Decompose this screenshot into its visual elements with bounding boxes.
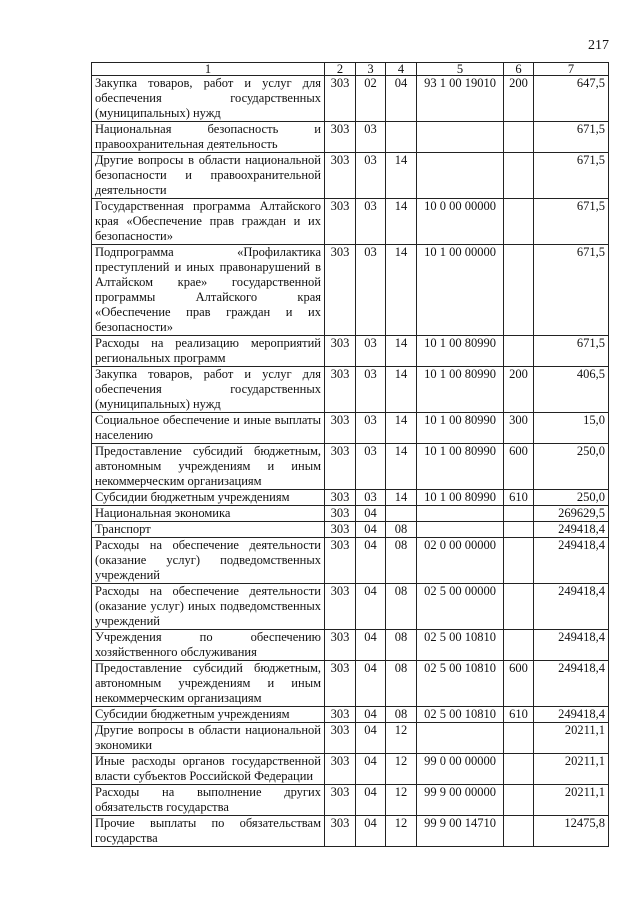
- code-2-cell: 303: [325, 245, 356, 336]
- code-4-cell: 12: [386, 754, 417, 785]
- code-2-cell: 303: [325, 506, 356, 522]
- amount-cell: 249418,4: [534, 630, 609, 661]
- page-number: 217: [588, 38, 609, 53]
- code-2-cell: 303: [325, 661, 356, 707]
- column-header: 5: [417, 63, 504, 76]
- code-4-cell: 08: [386, 538, 417, 584]
- amount-cell: 20211,1: [534, 754, 609, 785]
- table-row: [92, 153, 609, 199]
- code-5-cell: 02 5 00 00000: [417, 584, 504, 630]
- amount-cell: 671,5: [534, 153, 609, 199]
- code-2-cell: 303: [325, 153, 356, 199]
- amount-cell: 15,0: [534, 413, 609, 444]
- code-6-cell: [504, 630, 534, 661]
- header-row: [92, 63, 609, 76]
- row-name-cell: Предоставление субсидий бюджетным, автономным учреждениям и иным некоммерческим организациям: [92, 444, 325, 490]
- code-3-cell: 03: [356, 122, 386, 153]
- code-4-cell: 08: [386, 661, 417, 707]
- code-6-cell: [504, 754, 534, 785]
- column-header: 3: [356, 63, 386, 76]
- code-6-cell: 600: [504, 444, 534, 490]
- code-4-cell: 08: [386, 584, 417, 630]
- code-2-cell: 303: [325, 122, 356, 153]
- code-6-cell: 200: [504, 367, 534, 413]
- table-row: [92, 816, 609, 847]
- row-name-cell: Национальная экономика: [92, 506, 325, 522]
- row-name-cell: Подпрограмма «Профилактика преступлений и иных правонарушений в Алтайском крае» государственной программы Алтайского края «Обеспечение прав граждан и их безопасности»: [92, 245, 325, 336]
- amount-cell: 249418,4: [534, 538, 609, 584]
- column-header: 4: [386, 63, 417, 76]
- row-name-cell: Субсидии бюджетным учреждениям: [92, 707, 325, 723]
- code-3-cell: 04: [356, 584, 386, 630]
- code-6-cell: [504, 199, 534, 245]
- table-row: [92, 122, 609, 153]
- amount-cell: 406,5: [534, 367, 609, 413]
- code-6-cell: [504, 506, 534, 522]
- code-4-cell: 14: [386, 444, 417, 490]
- code-6-cell: [504, 122, 534, 153]
- row-name-cell: Предоставление субсидий бюджетным, автономным учреждениям и иным некоммерческим организациям: [92, 661, 325, 707]
- amount-cell: 269629,5: [534, 506, 609, 522]
- row-name-cell: Транспорт: [92, 522, 325, 538]
- code-5-cell: 02 5 00 10810: [417, 661, 504, 707]
- code-3-cell: 02: [356, 76, 386, 122]
- code-5-cell: 10 1 00 80990: [417, 413, 504, 444]
- table-row: [92, 538, 609, 584]
- code-6-cell: 610: [504, 707, 534, 723]
- code-5-cell: 10 0 00 00000: [417, 199, 504, 245]
- code-4-cell: 04: [386, 76, 417, 122]
- amount-cell: 249418,4: [534, 707, 609, 723]
- table-row: [92, 723, 609, 754]
- table-row: [92, 444, 609, 490]
- row-name-cell: Другие вопросы в области национальной экономики: [92, 723, 325, 754]
- row-name-cell: Расходы на выполнение других обязательств государства: [92, 785, 325, 816]
- code-3-cell: 03: [356, 367, 386, 413]
- table-row: [92, 413, 609, 444]
- table-row: [92, 76, 609, 122]
- row-name-cell: Закупка товаров, работ и услуг для обеспечения государственных (муниципальных) нужд: [92, 367, 325, 413]
- code-5-cell: 99 9 00 00000: [417, 785, 504, 816]
- code-6-cell: [504, 816, 534, 847]
- code-6-cell: [504, 153, 534, 199]
- code-5-cell: 93 1 00 19010: [417, 76, 504, 122]
- column-header: 1: [92, 63, 325, 76]
- table-row: [92, 245, 609, 336]
- code-5-cell: 10 1 00 80990: [417, 336, 504, 367]
- amount-cell: 250,0: [534, 490, 609, 506]
- table-row: [92, 630, 609, 661]
- code-6-cell: 600: [504, 661, 534, 707]
- code-5-cell: 02 5 00 10810: [417, 630, 504, 661]
- code-6-cell: [504, 584, 534, 630]
- code-3-cell: 04: [356, 754, 386, 785]
- table-row: [92, 584, 609, 630]
- code-5-cell: [417, 506, 504, 522]
- code-5-cell: 99 0 00 00000: [417, 754, 504, 785]
- column-header: 7: [534, 63, 609, 76]
- code-2-cell: 303: [325, 336, 356, 367]
- row-name-cell: Расходы на реализацию мероприятий региональных программ: [92, 336, 325, 367]
- code-2-cell: 303: [325, 785, 356, 816]
- code-6-cell: 300: [504, 413, 534, 444]
- code-2-cell: 303: [325, 816, 356, 847]
- code-6-cell: [504, 538, 534, 584]
- code-5-cell: 10 1 00 00000: [417, 245, 504, 336]
- code-6-cell: [504, 522, 534, 538]
- code-3-cell: 04: [356, 661, 386, 707]
- table-body: [92, 76, 609, 847]
- code-6-cell: [504, 336, 534, 367]
- column-header: 6: [504, 63, 534, 76]
- code-6-cell: 200: [504, 76, 534, 122]
- row-name-cell: Прочие выплаты по обязательствам государства: [92, 816, 325, 847]
- amount-cell: 671,5: [534, 122, 609, 153]
- code-4-cell: 12: [386, 785, 417, 816]
- table-row: [92, 522, 609, 538]
- row-name-cell: Учреждения по обеспечению хозяйственного обслуживания: [92, 630, 325, 661]
- amount-cell: 249418,4: [534, 584, 609, 630]
- code-3-cell: 04: [356, 707, 386, 723]
- code-6-cell: [504, 785, 534, 816]
- code-3-cell: 03: [356, 336, 386, 367]
- code-4-cell: 12: [386, 723, 417, 754]
- code-4-cell: 14: [386, 199, 417, 245]
- code-5-cell: 10 1 00 80990: [417, 367, 504, 413]
- code-4-cell: 08: [386, 522, 417, 538]
- code-3-cell: 04: [356, 630, 386, 661]
- row-name-cell: Расходы на обеспечение деятельности (оказание услуг) подведомственных учреждений: [92, 538, 325, 584]
- code-3-cell: 04: [356, 506, 386, 522]
- code-2-cell: 303: [325, 199, 356, 245]
- code-3-cell: 04: [356, 522, 386, 538]
- amount-cell: 249418,4: [534, 522, 609, 538]
- code-5-cell: 10 1 00 80990: [417, 444, 504, 490]
- code-5-cell: [417, 153, 504, 199]
- row-name-cell: Другие вопросы в области национальной безопасности и правоохранительной деятельности: [92, 153, 325, 199]
- amount-cell: 20211,1: [534, 723, 609, 754]
- code-3-cell: 04: [356, 785, 386, 816]
- code-5-cell: [417, 723, 504, 754]
- amount-cell: 250,0: [534, 444, 609, 490]
- code-4-cell: 14: [386, 367, 417, 413]
- table-row: [92, 490, 609, 506]
- code-5-cell: 10 1 00 80990: [417, 490, 504, 506]
- code-6-cell: [504, 723, 534, 754]
- code-4-cell: 14: [386, 153, 417, 199]
- code-2-cell: 303: [325, 754, 356, 785]
- code-4-cell: [386, 506, 417, 522]
- table-row: [92, 661, 609, 707]
- code-3-cell: 03: [356, 490, 386, 506]
- code-5-cell: [417, 522, 504, 538]
- amount-cell: 12475,8: [534, 816, 609, 847]
- code-3-cell: 03: [356, 199, 386, 245]
- amount-cell: 671,5: [534, 245, 609, 336]
- row-name-cell: Расходы на обеспечение деятельности (оказание услуг) иных подведомственных учреждений: [92, 584, 325, 630]
- table-row: [92, 785, 609, 816]
- code-2-cell: 303: [325, 522, 356, 538]
- code-4-cell: 14: [386, 245, 417, 336]
- code-4-cell: 12: [386, 816, 417, 847]
- row-name-cell: Субсидии бюджетным учреждениям: [92, 490, 325, 506]
- code-5-cell: 99 9 00 14710: [417, 816, 504, 847]
- code-3-cell: 04: [356, 816, 386, 847]
- code-2-cell: 303: [325, 630, 356, 661]
- code-5-cell: 02 0 00 00000: [417, 538, 504, 584]
- code-5-cell: 02 5 00 10810: [417, 707, 504, 723]
- table-row: [92, 336, 609, 367]
- code-6-cell: 610: [504, 490, 534, 506]
- code-2-cell: 303: [325, 490, 356, 506]
- table-row: [92, 367, 609, 413]
- code-3-cell: 03: [356, 413, 386, 444]
- code-4-cell: 08: [386, 707, 417, 723]
- amount-cell: 20211,1: [534, 785, 609, 816]
- code-6-cell: [504, 245, 534, 336]
- table-row: [92, 199, 609, 245]
- amount-cell: 671,5: [534, 336, 609, 367]
- column-header: 2: [325, 63, 356, 76]
- code-2-cell: 303: [325, 723, 356, 754]
- row-name-cell: Закупка товаров, работ и услуг для обеспечения государственных (муниципальных) нужд: [92, 76, 325, 122]
- code-4-cell: 14: [386, 490, 417, 506]
- code-2-cell: 303: [325, 444, 356, 490]
- code-2-cell: 303: [325, 707, 356, 723]
- code-4-cell: 14: [386, 413, 417, 444]
- code-5-cell: [417, 122, 504, 153]
- amount-cell: 671,5: [534, 199, 609, 245]
- code-2-cell: 303: [325, 413, 356, 444]
- amount-cell: 647,5: [534, 76, 609, 122]
- code-3-cell: 04: [356, 538, 386, 584]
- code-4-cell: 08: [386, 630, 417, 661]
- table-row: [92, 506, 609, 522]
- code-2-cell: 303: [325, 76, 356, 122]
- code-3-cell: 03: [356, 245, 386, 336]
- code-3-cell: 04: [356, 723, 386, 754]
- code-3-cell: 03: [356, 444, 386, 490]
- budget-table: [91, 62, 609, 847]
- row-name-cell: Социальное обеспечение и иные выплаты населению: [92, 413, 325, 444]
- code-4-cell: [386, 122, 417, 153]
- code-3-cell: 03: [356, 153, 386, 199]
- code-2-cell: 303: [325, 367, 356, 413]
- code-2-cell: 303: [325, 538, 356, 584]
- row-name-cell: Иные расходы органов государственной власти субъектов Российской Федерации: [92, 754, 325, 785]
- table-row: [92, 754, 609, 785]
- row-name-cell: Государственная программа Алтайского края «Обеспечение прав граждан и их безопасности»: [92, 199, 325, 245]
- amount-cell: 249418,4: [534, 661, 609, 707]
- table-row: [92, 707, 609, 723]
- row-name-cell: Национальная безопасность и правоохранительная деятельность: [92, 122, 325, 153]
- code-2-cell: 303: [325, 584, 356, 630]
- code-4-cell: 14: [386, 336, 417, 367]
